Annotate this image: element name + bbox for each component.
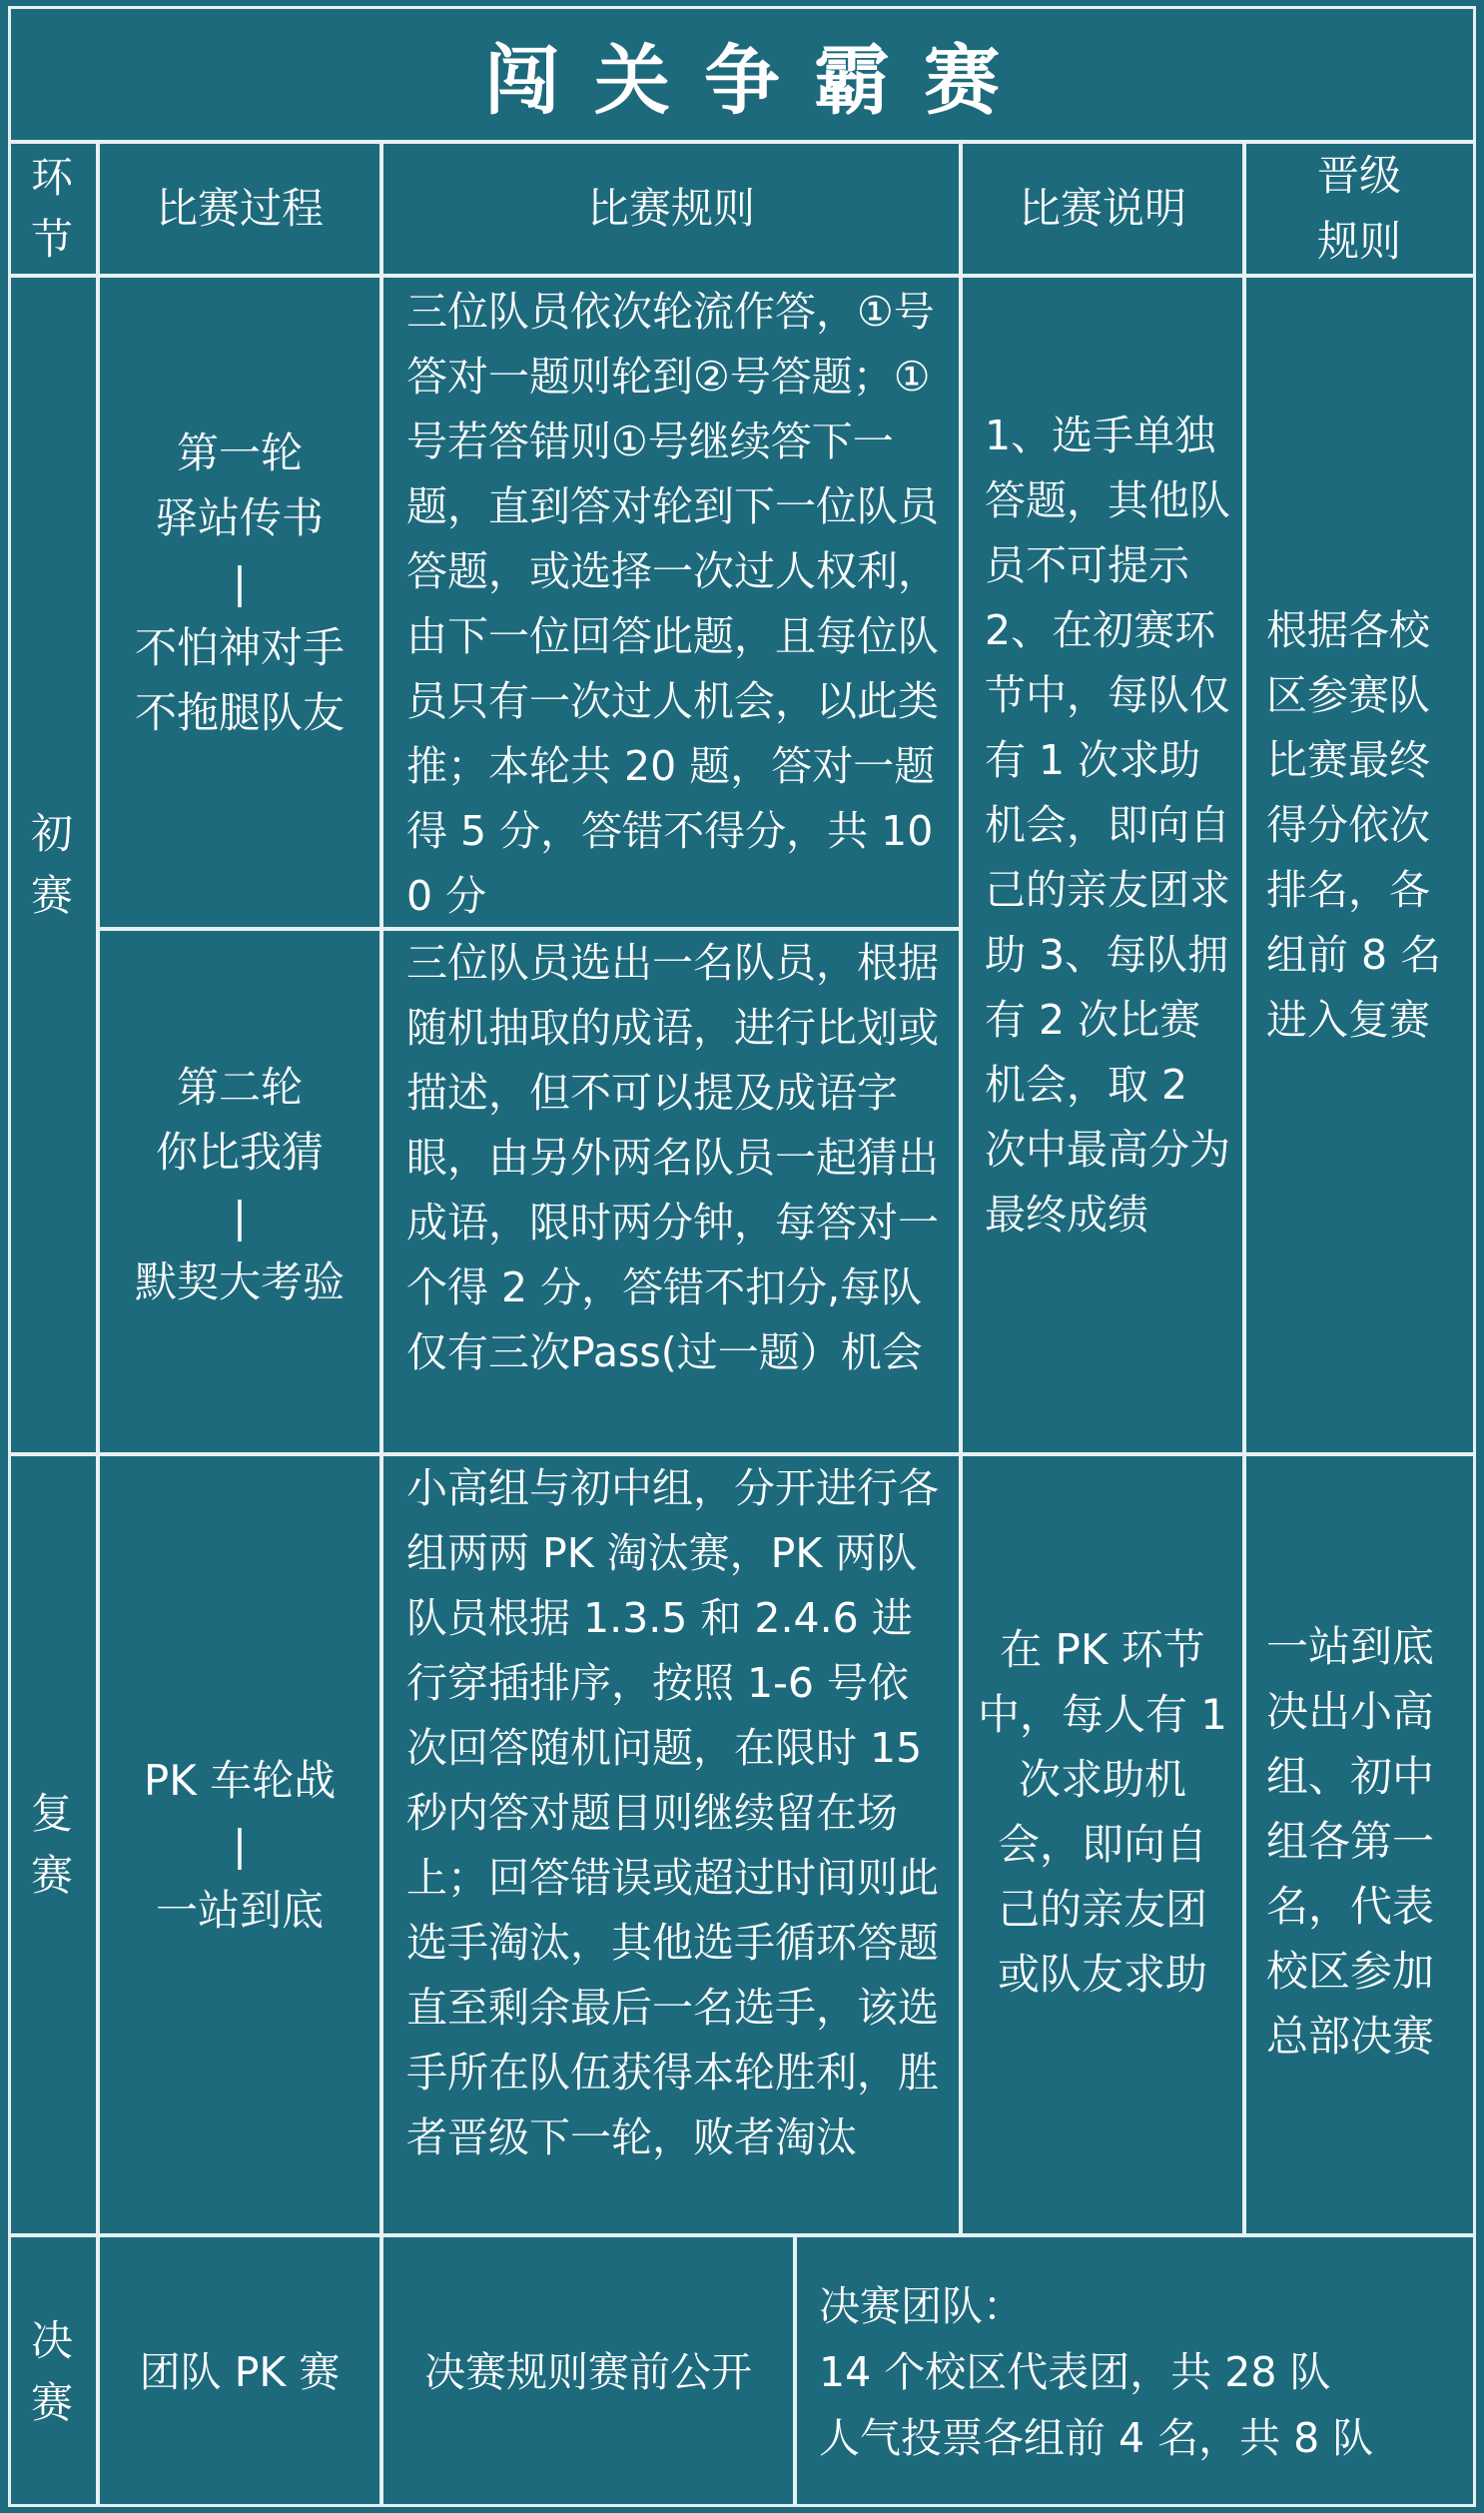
semifinal-promotion-line: 名，代表	[1266, 1881, 1435, 1931]
round2-rules: 三位队员选出一名队员，根据随机抽取的成语，进行比划或描述，但不可以提及成语字眼，由另外两名队员一起猜出成语，限时两分钟，每答对一个得 2 分，答错不扣分,每队仅有三次Pass(过一题）机会	[406, 939, 939, 1376]
semifinal-explain-line: 中，每人有 1	[977, 1690, 1228, 1739]
preliminary-explain: 1、选手单独答题，其他队员不可提示 2、在初赛环节中，每队仅有 1 次求助机会，即向自己的亲友团求助 3、每队拥有 2 次比赛机会，取 2 次中最高分为最终成绩	[985, 411, 1230, 1239]
final-team-line: 决赛团队：	[819, 2282, 1024, 2330]
round2-process	[100, 931, 379, 1452]
header-process: 比赛过程	[155, 184, 324, 233]
header-promotion-line: 晋级	[1316, 151, 1401, 200]
semifinal-explain-line: 或队友求助	[997, 1950, 1207, 1999]
stage-char: 决	[30, 2316, 73, 2365]
semifinal-promotion	[1246, 1456, 1472, 2233]
stage-char: 复	[30, 1789, 73, 1838]
semifinal-process-line: PK 车轮战	[143, 1755, 337, 1805]
preliminary-promotion: 根据各校区参赛队比赛最终得分依次排名，各组前 8 名进入复赛	[1266, 605, 1442, 1044]
round2-process-line: 你比我猜	[155, 1128, 324, 1177]
round2-process-line: 第二轮	[176, 1063, 303, 1112]
stage-preliminary	[8, 278, 96, 1452]
stage-char: 初	[30, 809, 73, 858]
semifinal-promotion-line: 组各第一	[1266, 1816, 1435, 1866]
page-title: 闯关争霸赛	[484, 35, 1034, 125]
round1-process-line: 不怕神对手	[134, 622, 345, 672]
semifinal-explain-line: 会，即向自	[997, 1820, 1207, 1869]
round1-process-line: 第一轮	[176, 427, 303, 477]
semifinal-promotion-line: 一站到底	[1266, 1621, 1435, 1671]
semifinal-process-line: |	[232, 1820, 248, 1870]
semifinal-explain-line: 次求助机	[1018, 1755, 1186, 1804]
final-team-line: 人气投票各组前 4 名，共 8 队	[819, 2414, 1374, 2462]
round1-rules: 三位队员依次轮流作答，①号答对一题则轮到②号答题；①号若答错则①号继续答下一题，直到答对轮到下一位队员答题，或选择一次过人权利，由下一位回答此题，且每位队员只有一次过人机会，以此类推；本轮共 20 题，答对一题得 5 分，答错不得分，共 100 分	[406, 288, 939, 920]
final-team-line: 14 个校区代表团，共 28 队	[819, 2348, 1331, 2396]
semifinal-explain-line: 己的亲友团	[997, 1885, 1207, 1934]
header-explain: 比赛说明	[1018, 184, 1186, 233]
final-process: 团队 PK 赛	[139, 2348, 341, 2396]
final-rules: 决赛规则赛前公开	[424, 2348, 752, 2396]
round2-process-line: |	[232, 1193, 248, 1242]
header-promotion-line: 规则	[1316, 217, 1401, 266]
semifinal-explain	[963, 1456, 1242, 2233]
stage-char: 赛	[30, 871, 73, 920]
round1-process-line: |	[232, 557, 248, 607]
semifinal-explain-line: 在 PK 环节	[1000, 1625, 1205, 1674]
header-stage-char: 节	[30, 215, 73, 264]
stage-final	[8, 2237, 96, 2507]
semifinal-promotion-line: 校区参加	[1266, 1946, 1435, 1996]
semifinal-process	[100, 1456, 379, 2233]
semifinal-promotion-line: 总部决赛	[1266, 2011, 1435, 2061]
round1-process-line: 不拖腿队友	[134, 687, 345, 737]
round1-process-line: 驿站传书	[155, 492, 324, 542]
stage-semifinal	[8, 1456, 96, 2233]
header-stage-char: 环	[30, 153, 73, 202]
stage-char: 赛	[30, 1851, 73, 1900]
semifinal-promotion-line: 决出小高	[1266, 1686, 1435, 1736]
final-team	[797, 2237, 1472, 2507]
header-stage	[8, 144, 96, 274]
semifinal-promotion-line: 组、初中	[1266, 1751, 1435, 1801]
semifinal-process-line: 一站到底	[155, 1885, 324, 1935]
stage-char: 赛	[30, 2378, 73, 2427]
semifinal-rules: 小高组与初中组，分开进行各组两两 PK 淘汰赛，PK 两队队员根据 1.3.5 和 2.4.6 进行穿插排序，按照 1-6 号依次回答随机问题，在限时 15 秒内答对题目则继续留在场上；回答错误或超过时间则此选手淘汰，其他选手循环答题直至剩余最后一名选手，该选手所在队伍获得本轮胜利，胜者晋级下一轮，败者淘汰	[406, 1464, 939, 2161]
round1-process	[100, 278, 379, 927]
round2-process-line: 默契大考验	[134, 1257, 345, 1306]
header-rules: 比赛规则	[586, 184, 755, 233]
